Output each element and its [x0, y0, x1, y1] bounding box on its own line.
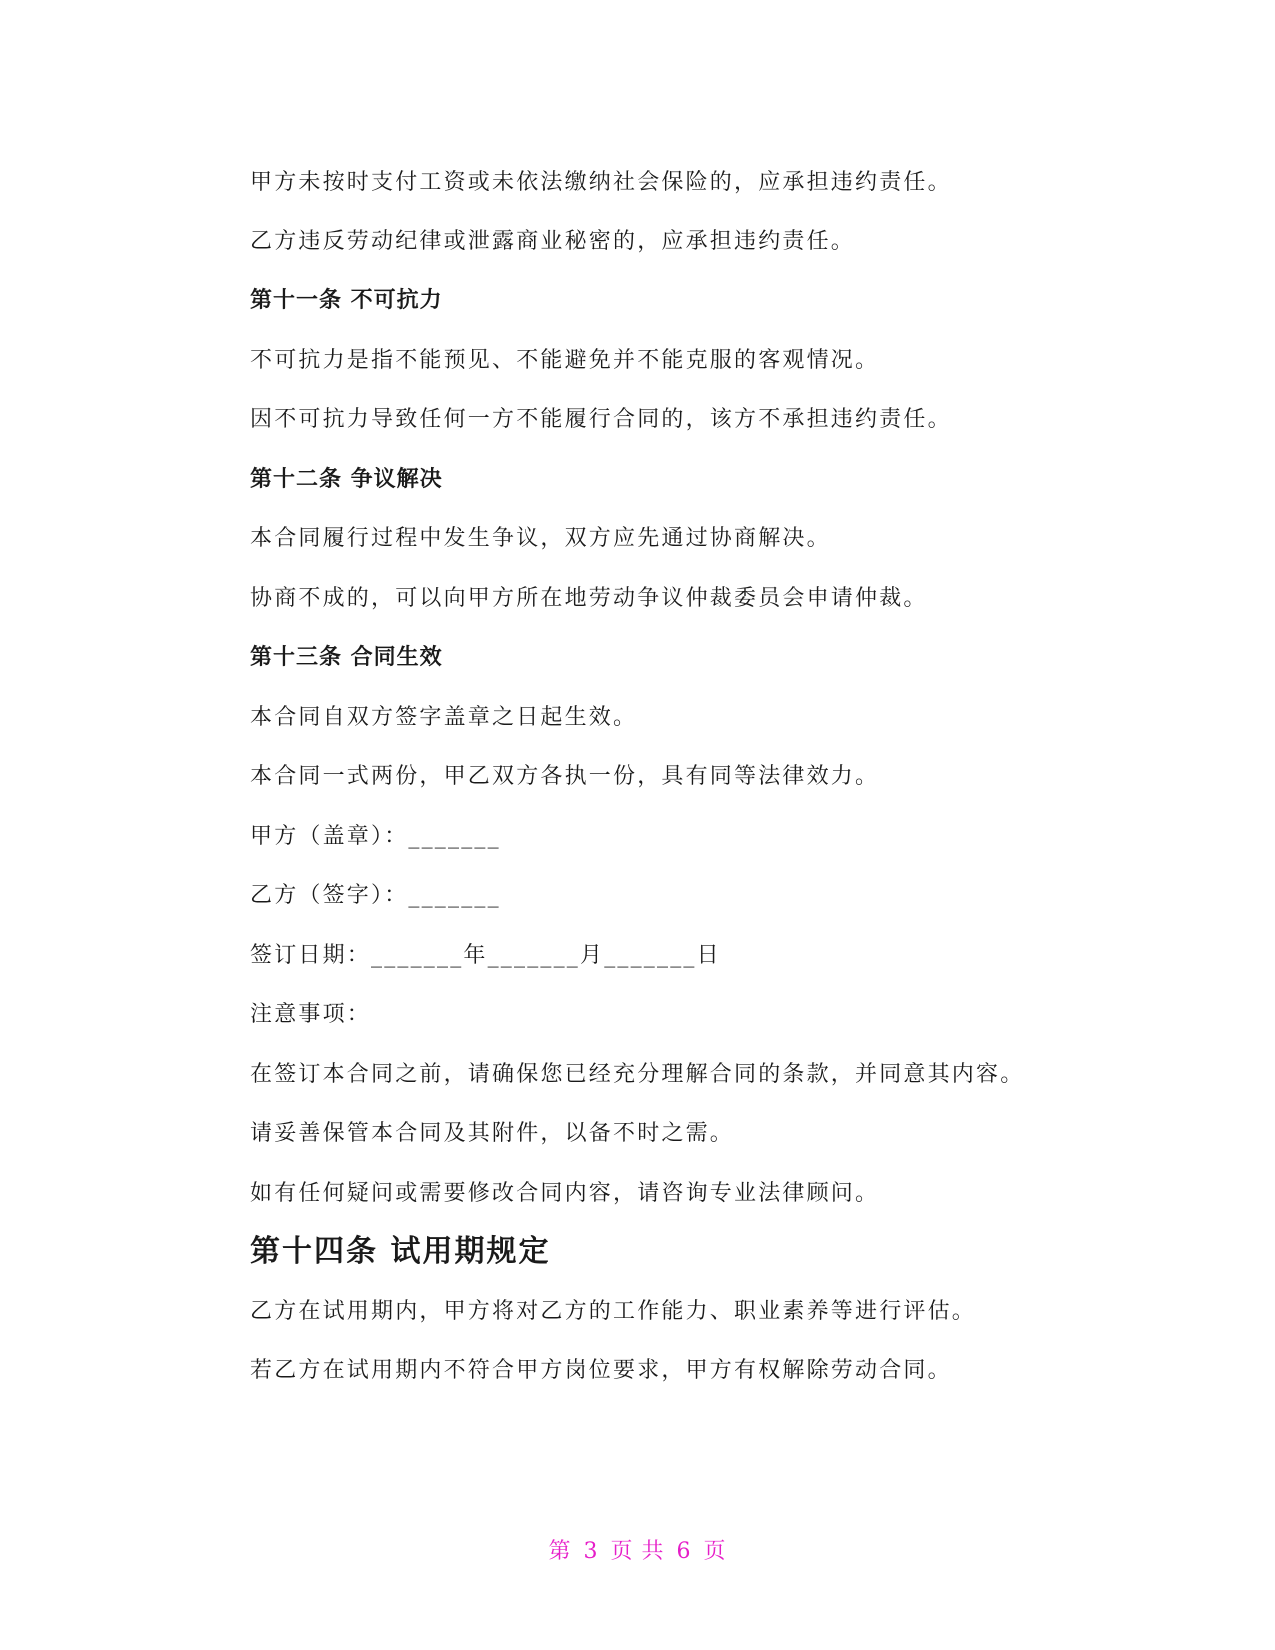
paragraph-line: 乙方在试用期内，甲方将对乙方的工作能力、职业素养等进行评估。	[250, 1299, 977, 1324]
signing-date-line: 签订日期：_______年_______月_______日	[250, 943, 721, 968]
paragraph-line: 若乙方在试用期内不符合甲方岗位要求，甲方有权解除劳动合同。	[250, 1358, 952, 1383]
paragraph-line: 乙方违反劳动纪律或泄露商业秘密的，应承担违约责任。	[250, 229, 856, 254]
footer-suffix: 页	[703, 1539, 727, 1564]
current-page-number: 3	[583, 1539, 599, 1564]
section-heading: 第十三条 合同生效	[250, 645, 443, 670]
paragraph-line: 本合同一式两份，甲乙双方各执一份，具有同等法律效力。	[250, 764, 880, 789]
chapter-heading: 第十四条 试用期规定	[250, 1234, 551, 1269]
notes-label: 注意事项：	[250, 1002, 372, 1027]
paragraph-line: 在签订本合同之前，请确保您已经充分理解合同的条款，并同意其内容。	[250, 1062, 1025, 1087]
paragraph-line: 本合同自双方签字盖章之日起生效。	[250, 705, 638, 730]
paragraph-line: 因不可抗力导致任何一方不能履行合同的，该方不承担违约责任。	[250, 407, 952, 432]
paragraph-line: 如有任何疑问或需要修改合同内容，请咨询专业法律顾问。	[250, 1181, 880, 1206]
paragraph-line: 不可抗力是指不能预见、不能避免并不能克服的客观情况。	[250, 348, 880, 373]
signature-line-party-a: 甲方（盖章）：_______	[250, 824, 501, 849]
paragraph-line: 协商不成的，可以向甲方所在地劳动争议仲裁委员会申请仲裁。	[250, 586, 928, 611]
footer-middle: 页 共	[610, 1539, 665, 1564]
signature-line-party-b: 乙方（签字）：_______	[250, 883, 501, 908]
paragraph-line: 甲方未按时支付工资或未依法缴纳社会保险的，应承担违约责任。	[250, 170, 952, 195]
section-heading: 第十一条 不可抗力	[250, 288, 443, 313]
section-heading: 第十二条 争议解决	[250, 467, 443, 492]
total-page-number: 6	[676, 1539, 692, 1564]
page-footer	[0, 1534, 1275, 1565]
footer-prefix: 第	[548, 1539, 572, 1564]
paragraph-line: 本合同履行过程中发生争议，双方应先通过协商解决。	[250, 526, 831, 551]
paragraph-line: 请妥善保管本合同及其附件，以备不时之需。	[250, 1121, 735, 1146]
